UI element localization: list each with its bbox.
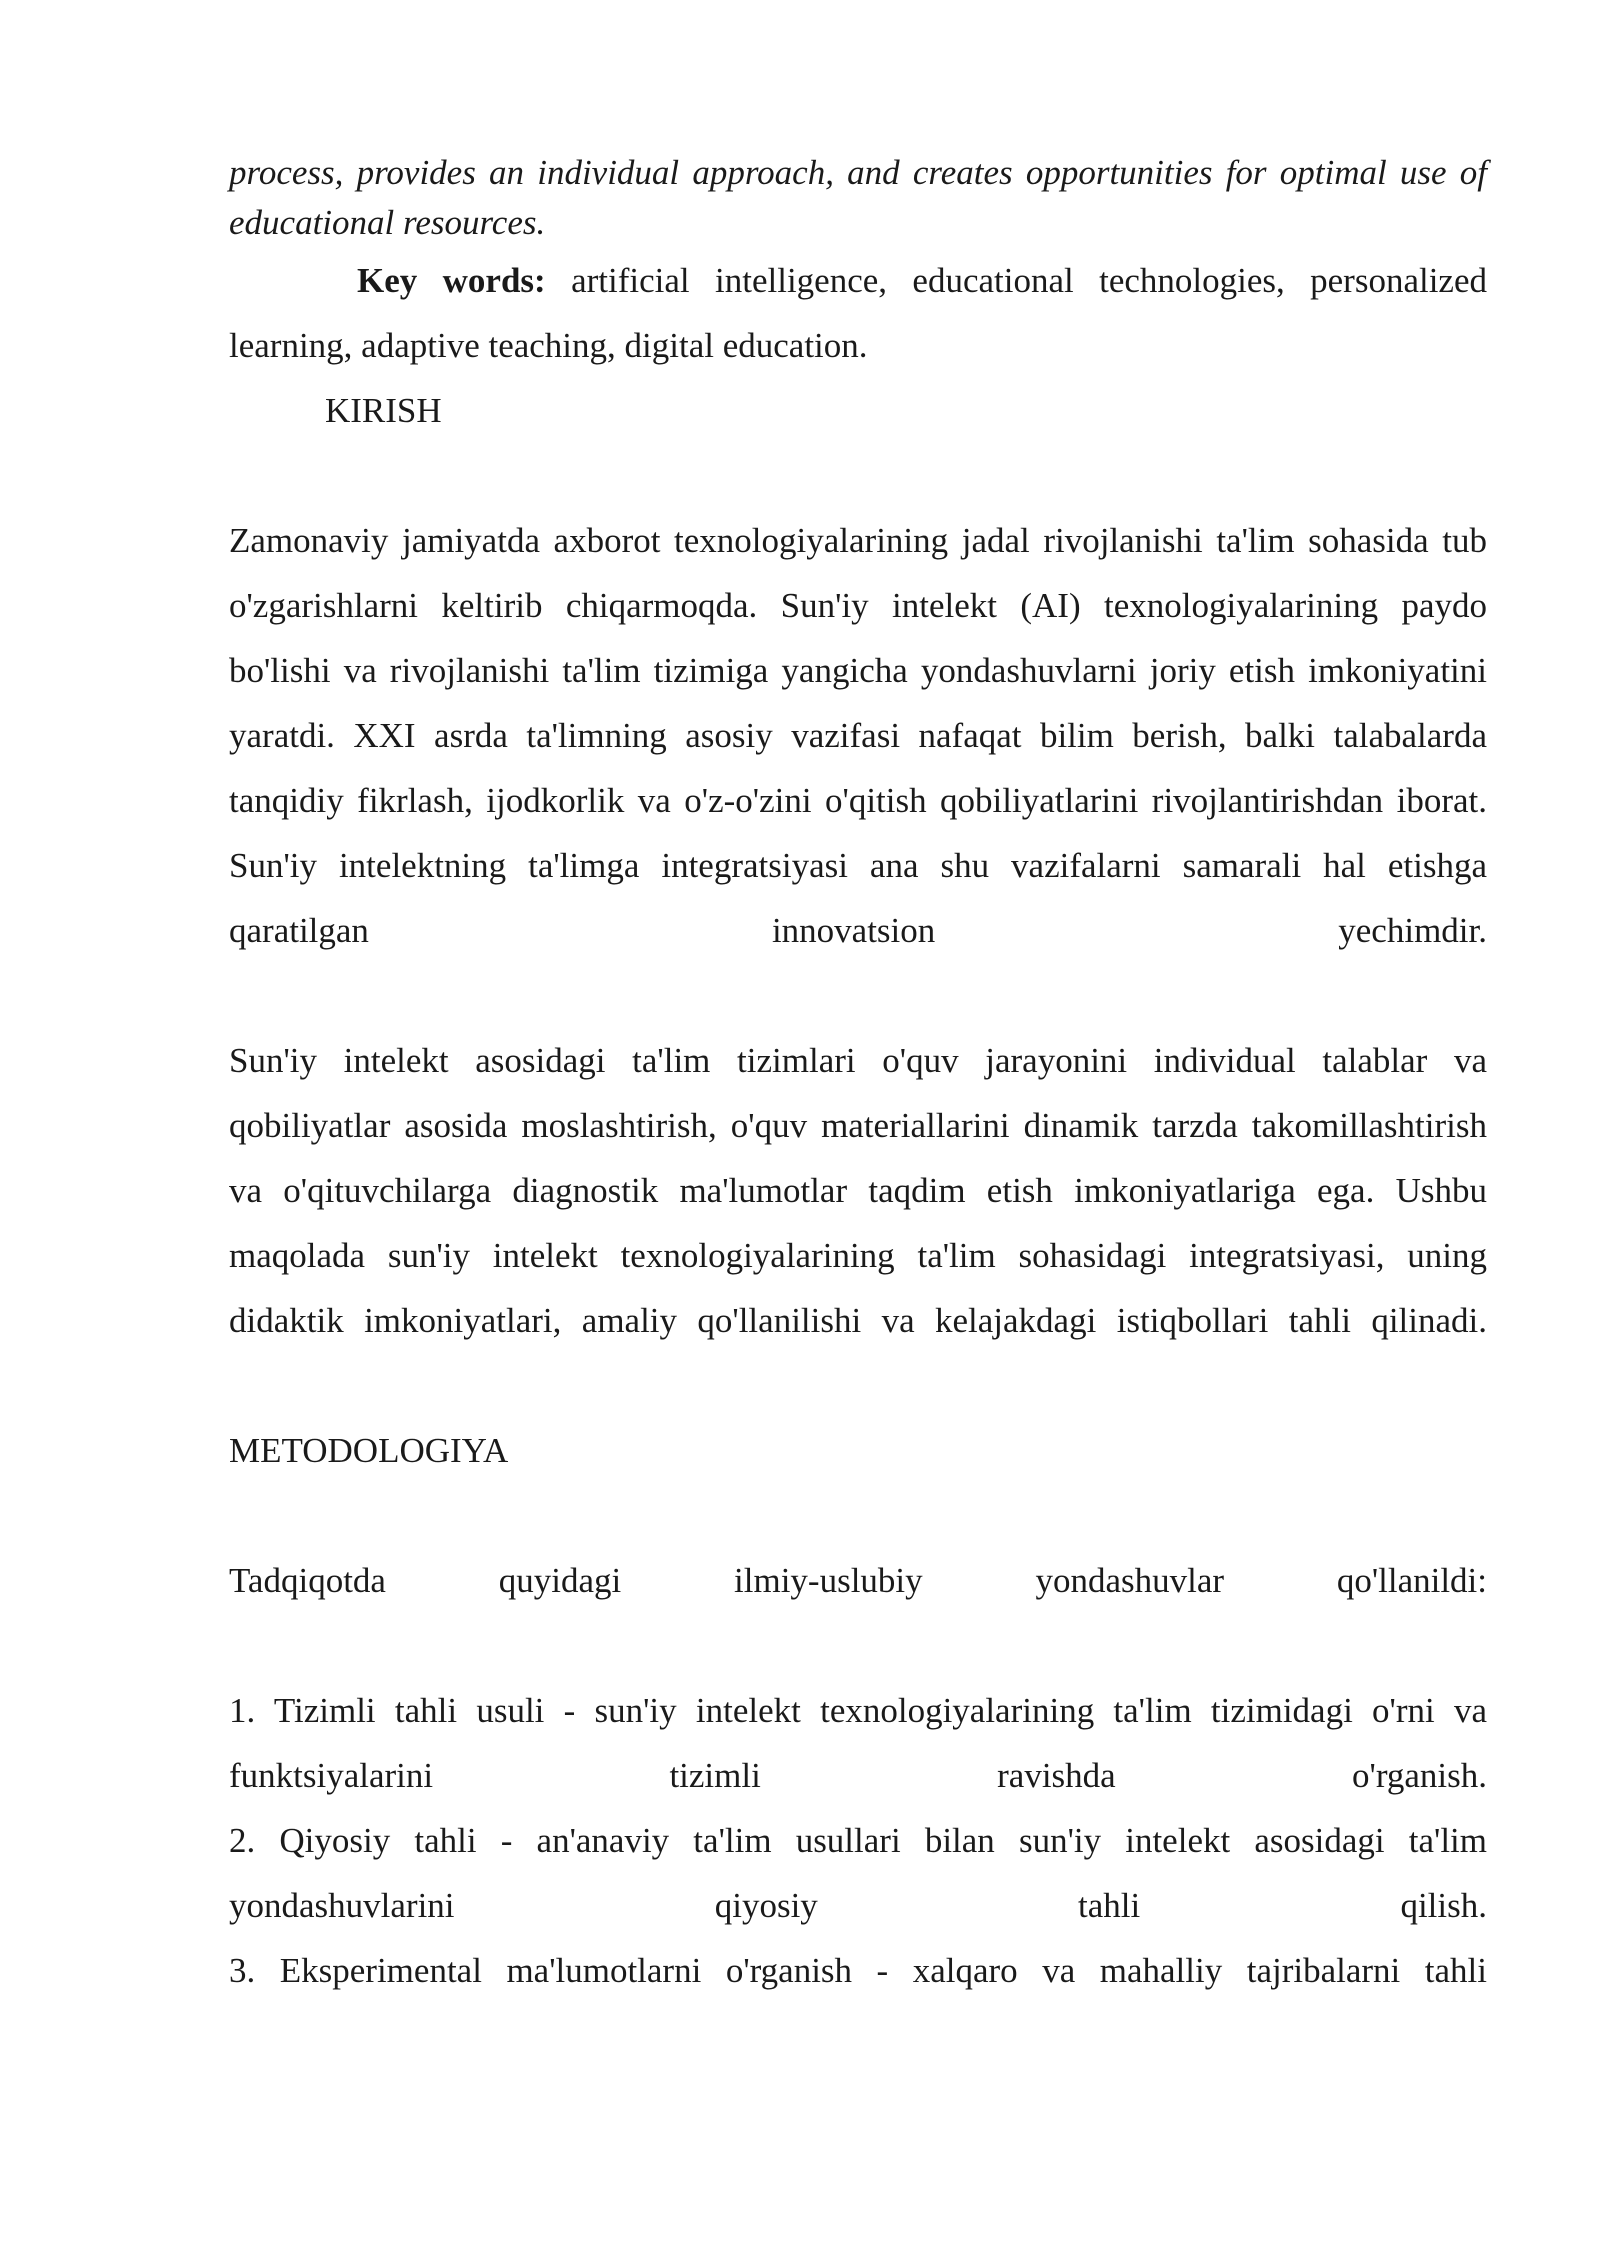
list-item: 2. Qiyosiy tahli - an'anaviy ta'lim usullari bilan sun'iy intelekt asosidagi ta'lim yondashuvlarini qiyosiy tahli qilish. xyxy=(229,1821,1487,1925)
keywords-paragraph xyxy=(229,248,1487,378)
keywords-label: Key words: xyxy=(357,261,546,300)
section-heading-metodologiya: METODOLOGIYA xyxy=(229,1431,509,1470)
spacer xyxy=(229,1613,1487,1678)
spacer xyxy=(229,1353,1487,1418)
abstract-tail: process, provides an individual approach, and creates opportunities for optimal use of educational resources. xyxy=(229,153,1487,242)
paragraph: Sun'iy intelekt asosidagi ta'lim tizimlari o'quv jarayonini individual talablar va qobiliyatlar asosida moslashtirish, o'quv materiallarini dinamik tarzda takomillashtirish va o'qituvchilarga diagnostik ma'lumotlar taqdim etish imkoniyatlariga ega. Ushbu maqolada sun'iy intelekt texnologiyalarining ta'lim sohasidagi integratsiyasi, uning didaktik imkoniyatlari, amaliy qo'llanilishi va kelajakdagi istiqbollari tahli qilinadi. xyxy=(229,1041,1487,1340)
section-heading-kirish: KIRISH xyxy=(325,391,442,430)
spacer xyxy=(229,963,1487,1028)
paragraph: Zamonaviy jamiyatda axborot texnologiyalarining jadal rivojlanishi ta'lim sohasida tub o'zgarishlarni keltirib chiqarmoqda. Sun'iy intelekt (AI) texnologiyalarining paydo bo'lishi va rivojlanishi ta'lim tizimiga yangicha yondashuvlarni joriy etish imkoniyatini yaratdi. XXI asrda ta'limning asosiy vazifasi nafaqat bilim berish, balki talabalarda tanqidiy fikrlash, ijodkorlik va o'z-o'zini o'qitish qobiliyatlarini rivojlantirishdan iborat. Sun'iy intelektning ta'limga integratsiyasi ana shu vazifalarni samarali hal etishga qaratilgan innovatsion yechimdir. xyxy=(229,521,1487,950)
list-item: 3. Eksperimental ma'lumotlarni o'rganish - xalqaro va mahalliy tajribalarni tahli xyxy=(229,1951,1487,1990)
list-item: 1. Tizimli tahli usuli - sun'iy intelekt texnologiyalarining ta'lim tizimidagi o'rni va funktsiyalarini tizimli ravishda o'rganish. xyxy=(229,1691,1487,1795)
spacer xyxy=(229,443,1487,508)
methodology-intro: Tadqiqotda quyidagi ilmiy-uslubiy yondashuvlar qo'llanildi: xyxy=(229,1561,1487,1600)
spacer xyxy=(229,1483,1487,1548)
keywords-text: artificial intelligence, educational technologies, personalized learning, adaptive teaching, digital education. xyxy=(229,261,1487,365)
document-page xyxy=(229,148,1487,2003)
